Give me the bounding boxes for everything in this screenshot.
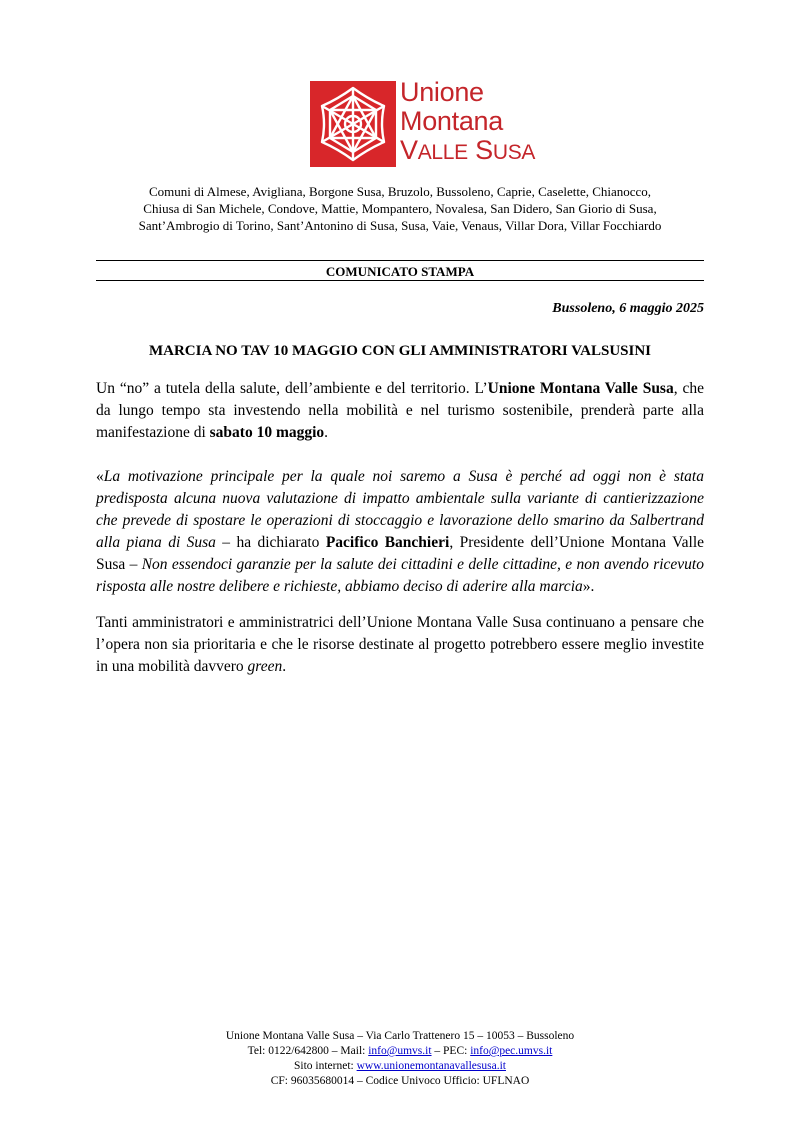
website-link[interactable]: www.unionemontanavallesusa.it (356, 1060, 506, 1072)
comuni-line: Sant’Ambrogio di Torino, Sant’Antonino di Susa, Susa, Vaie, Venaus, Villar Dora, Villar Focchiardo (138, 218, 662, 233)
footer-tax-code: CF: 96035680014 – Codice Univoco Ufficio: UFLNAO (270, 1075, 530, 1087)
headline: MARCIA NO TAV 10 MAGGIO CON GLI AMMINISTRATORI VALSUSINI (148, 343, 652, 359)
top-divider (96, 260, 704, 261)
date-line: Bussoleno, 6 maggio 2025 (552, 301, 704, 316)
mail-link[interactable]: info@umvs.it (368, 1045, 432, 1057)
logo (310, 77, 536, 170)
comuni-list (80, 183, 720, 234)
comuni-line: Chiusa di San Michele, Condove, Mattie, Mompantero, Novalesa, San Didero, San Giorio di Susa, (143, 201, 657, 216)
section-title: COMUNICATO STAMPA (325, 264, 475, 279)
footer-site: Sito internet: www.unionemontanavallesusa.it (294, 1060, 506, 1072)
footer-contacts: Tel: 0122/642800 – Mail: info@umvs.it – PEC: info@pec.umvs.it (247, 1045, 553, 1057)
quote-paragraph: «La motivazione principale per la quale noi saremo a Susa è perché ad oggi non è stata predisposta alcuna nuova valutazione di impatto ambientale sulla variante di cantierizzazione che prevede di spostare le operazioni di stoccaggio e lavorazione dello smarino da Salbertrand alla piana di Susa – ha dichiarato Pacifico Banchieri, Presidente dell’Unione Montana Valle Susa – Non essendoci garanzie per la salute dei cittadini e delle cittadine, e non avendo ricevuto risposta alle nostre delibere e richieste, abbiamo deciso di aderire alla marcia». (96, 468, 704, 595)
pec-link[interactable]: info@pec.umvs.it (470, 1045, 553, 1057)
comuni-line: Comuni di Almese, Avigliana, Borgone Susa, Bruzolo, Bussoleno, Caprie, Caselette, Chianocco, (148, 184, 652, 199)
intro-paragraph: Un “no” a tutela della salute, dell’ambiente e del territorio. L’Unione Montana Valle Susa, che da lungo tempo sta investendo nella mobilità e nel turismo sostenibile, prenderà parte alla manifestazione di sabato 10 maggio. (96, 380, 704, 441)
logo-line-2: Montana (400, 106, 503, 136)
closing-paragraph: Tanti amministratori e amministratrici dell’Unione Montana Valle Susa continuano a pensare che l’opera non sia prioritaria e che le risorse destinate al progetto potrebbero essere meglio investite in una mobilità davvero green. (96, 614, 704, 675)
logo-line-1: Unione (400, 77, 484, 107)
star-rosette-icon (310, 81, 396, 167)
logo-line-3: VALLE SUSA (400, 135, 536, 165)
bottom-divider (96, 280, 704, 281)
footer (100, 1029, 700, 1089)
logo-wordmark (400, 78, 535, 167)
footer-address: Unione Montana Valle Susa – Via Carlo Trattenero 15 – 10053 – Bussoleno (225, 1030, 575, 1042)
